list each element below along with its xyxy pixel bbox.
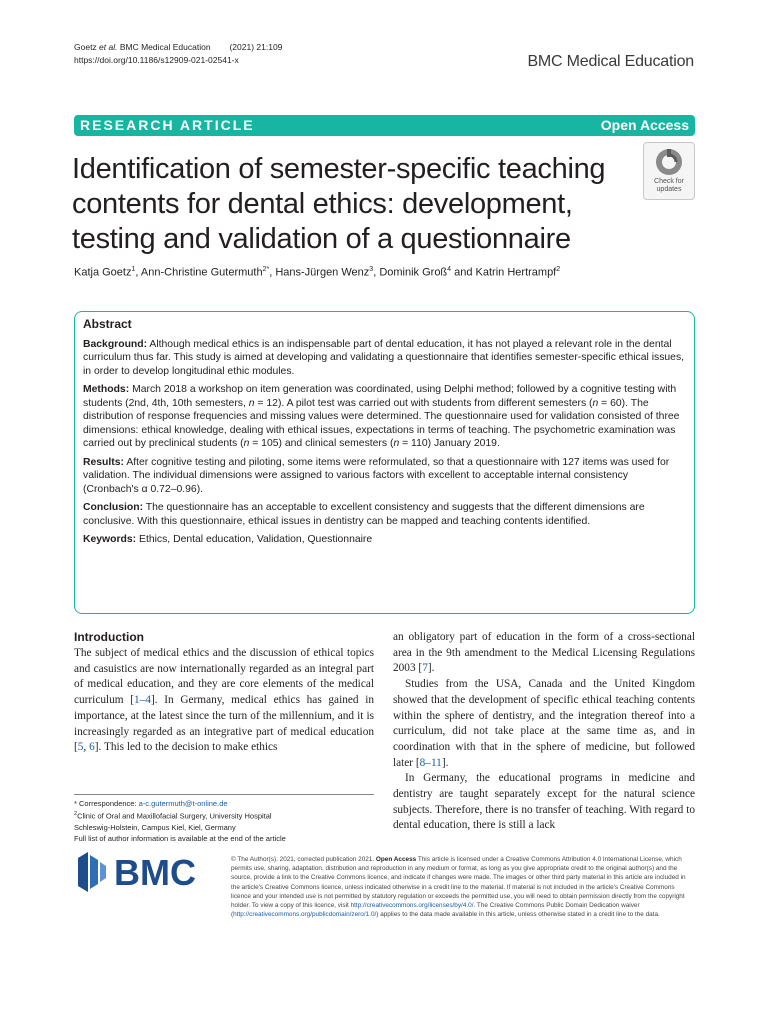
citation-link[interactable]: 8–11 [419, 756, 442, 769]
n-symbol: n [248, 397, 255, 409]
results-text: After cognitive testing and piloting, some items were reformulated, so that a questionnaire with 127 items was used for validation. The individual dimensions were assigned to various factors with excellent to acceptable internal consistency (Cronbach's α 0.72–0.96). [83, 456, 670, 495]
conclusion-label: Conclusion: [83, 502, 144, 513]
section-heading: Introduction [74, 630, 144, 644]
body-paragraph [74, 646, 374, 756]
citation-authors: Goetz [74, 42, 100, 52]
correspondence-line [74, 798, 374, 809]
n-symbol: n [243, 438, 250, 449]
methods-text: = 110) January 2019. [399, 438, 500, 449]
author-name[interactable]: Katrin Hertrampf [475, 266, 557, 279]
open-access-label: Open Access [600, 117, 689, 133]
author-name[interactable]: Dominik Groß [379, 266, 448, 279]
body-column-left [74, 630, 374, 756]
correspondence-label: * Correspondence: [74, 799, 139, 808]
body-paragraph [393, 630, 695, 677]
results-label: Results: [83, 456, 124, 468]
body-text: ]. [441, 756, 449, 769]
check-updates-line1: Check for [654, 178, 684, 185]
author-affiliation: 2 [556, 266, 561, 273]
methods-label: Methods: [83, 384, 130, 395]
background-label: Background: [83, 338, 148, 350]
author-name[interactable]: Katja Goetz [74, 266, 132, 279]
authors-and: and [454, 266, 473, 279]
background-text: Although medical ethics is an indispensable part of dental education, it has not played a relevant role in the dental curriculum thus far. This study is aimed at developing and validating a questionnaire that identifies semester-specific ethical issues, in order to develop longitudinal ethic modules. [83, 338, 685, 377]
citation-journal: BMC Medical Education [117, 42, 211, 52]
methods-text: = 12). A pilot test was carried out with students from different semesters ( [254, 397, 593, 409]
citation-line [74, 41, 282, 54]
author-affiliation: 4 [447, 266, 452, 273]
affiliation-sup: 2 [74, 811, 78, 817]
methods-text: = 105) and clinical semesters ( [249, 438, 394, 449]
author-name[interactable]: Hans-Jürgen Wenz [275, 266, 370, 279]
author-affiliation: 1 [131, 266, 136, 273]
check-updates-icon [654, 147, 684, 177]
abstract-methods [83, 383, 686, 451]
correspondence-email-link[interactable]: a-c.gutermuth@t-online.de [138, 799, 228, 808]
n-symbol: n [393, 438, 400, 449]
abstract-heading: Abstract [83, 317, 132, 331]
check-for-updates-button[interactable] [643, 142, 695, 200]
affiliation-line [74, 809, 374, 822]
abstract-keywords [83, 533, 686, 547]
bmc-logo [78, 852, 218, 892]
citation-link[interactable]: 6 [89, 741, 95, 754]
citation-etal: et al. [99, 42, 118, 52]
body-text: an obligatory part of education in the form of a cross-sectional area in the 9th amendment to the Medical Licensing Regulations 2003 [ [393, 631, 695, 675]
article-type-label: RESEARCH ARTICLE [80, 117, 255, 133]
body-text: The subject of medical ethics and the discussion of ethical topics and casuistics are now internationally regarded as an integral part of medical education, and they are core elements of the medical curriculum [ [74, 647, 374, 707]
body-text: ]. In Germany, medical ethics has gained in importance, at the latest since the turn of the millennium, and it is increasingly regarded as an integrative part of medical education [ [74, 694, 374, 754]
conclusion-text: The questionnaire has an acceptable to excellent consistency and suggests that the different dimensions are conclusive. With this questionnaire, ethical issues in dentistry can be mapped and teaching contents identified. [83, 502, 645, 527]
full-author-info-note: Full list of author information is available at the end of the article [74, 833, 286, 843]
keywords-text: Ethics, Dental education, Validation, Questionnaire [136, 534, 373, 545]
cc-zero-license-link[interactable]: http://creativecommons.org/publicdomain/zero/1.0/ [233, 911, 377, 919]
article-title: Identification of semester-specific teaching contents for dental ethics: development, testing and validation of a questionnaire [72, 153, 606, 255]
body-text: ]. [427, 662, 435, 675]
keywords-label: Keywords: [83, 534, 137, 545]
body-text: , [83, 741, 90, 754]
license-open-access: Open Access [375, 856, 417, 863]
license-statement [231, 855, 695, 919]
license-text: This article is licensed under a Creative Commons Attribution 4.0 International License, which permits use, sharing, adaptation, distribution and reproduction in any medium or format, as long as you give appropriate credit to the original author(s) and the source, provide a link to the Creative Commons licence, and indicate if changes were made. The images or other third party material in this article are included in the article's Creative Commons licence, unless indicated otherwise in a credit line to the material. If material is not included in the article's Creative Commons licence and your intended use is not permitted by statutory regulation or exceeds the permitted use, you will need to obtain permission directly from the copyright holder. To view a copy of this licence, visit [231, 856, 686, 910]
citation-header [74, 41, 282, 67]
author-affiliation: 2* [262, 266, 270, 273]
article-type-banner [74, 115, 695, 136]
citation-year: (2021) 21:109 [229, 42, 283, 52]
cc-by-license-link[interactable]: http://creativecommons.org/licenses/by/4.0/ [350, 902, 474, 910]
bmc-logo-text: BMC [114, 852, 196, 892]
citation-link[interactable]: 7 [422, 662, 428, 675]
citation-link[interactable]: 5 [77, 741, 84, 754]
license-text: . The Creative Commons Public Domain Dedication waiver ( [231, 902, 640, 919]
license-text: © The Author(s). 2021, corrected publication 2021. [231, 856, 376, 863]
author-affiliation: 3 [369, 266, 374, 273]
check-updates-line2: updates [656, 186, 682, 193]
body-paragraph: In Germany, the educational programs in medicine and dentistry are taught separately except for the natural science subjects. Therefore, there is no transfer of teaching. With regard to dental education, there is still a lack [393, 772, 695, 832]
body-text: Studies from the USA, Canada and the United Kingdom showed that the development of specific ethical teaching contents within the sphere of dentistry, and the integration thereof into a curriculum, did not take place at the same time as, and in coordination with that in the sphere of medicine, but followed later [ [393, 678, 695, 769]
methods-text: = 60). The distribution of response frequencies and missing values were determined. The questionnaire used for validation consisted of three dimensions: ethical knowledge, dealing with ethical issues, expectations in terms of teaching. The psychometric examination was carried out by preclinical students ( [83, 397, 680, 449]
affiliation-text: Clinic of Oral and Maxillofacial Surgery, University Hospital [77, 811, 272, 821]
abstract-background [83, 338, 686, 379]
author-name[interactable]: Ann-Christine Gutermuth [140, 266, 263, 279]
abstract-box [74, 311, 695, 614]
license-text: ) applies to the data made available in this article, unless otherwise stated in a credit line to the data. [376, 911, 660, 919]
body-column-right [393, 630, 695, 834]
doi-link[interactable]: https://doi.org/10.1186/s12909-021-02541-x [74, 55, 239, 65]
n-symbol: n [592, 397, 599, 409]
abstract-results [83, 456, 686, 497]
methods-text: March 2018 a workshop on item generation was coordinated, using Delphi method; followed by a cognitive testing with students (2nd, 4th, 10th semesters, [83, 384, 677, 409]
body-paragraph [393, 677, 695, 771]
abstract-conclusion [83, 501, 686, 528]
citation-link[interactable]: 1–4 [134, 694, 151, 707]
author-list: Katja Goetz$^1$, Ann-Christine Gutermuth$^{2*}$, Hans-Jürgen Wenz$^3$, Dominik Groß$^4$ and Katrin Hertrampf$^2$ [74, 266, 561, 279]
affiliation-line-2: Schleswig-Holstein, Campus Kiel, Kiel, Germany [74, 822, 236, 832]
correspondence-footnote [74, 794, 374, 844]
body-text: ]. This led to the decision to make ethics [94, 741, 278, 754]
journal-name: BMC Medical Education [527, 53, 694, 70]
